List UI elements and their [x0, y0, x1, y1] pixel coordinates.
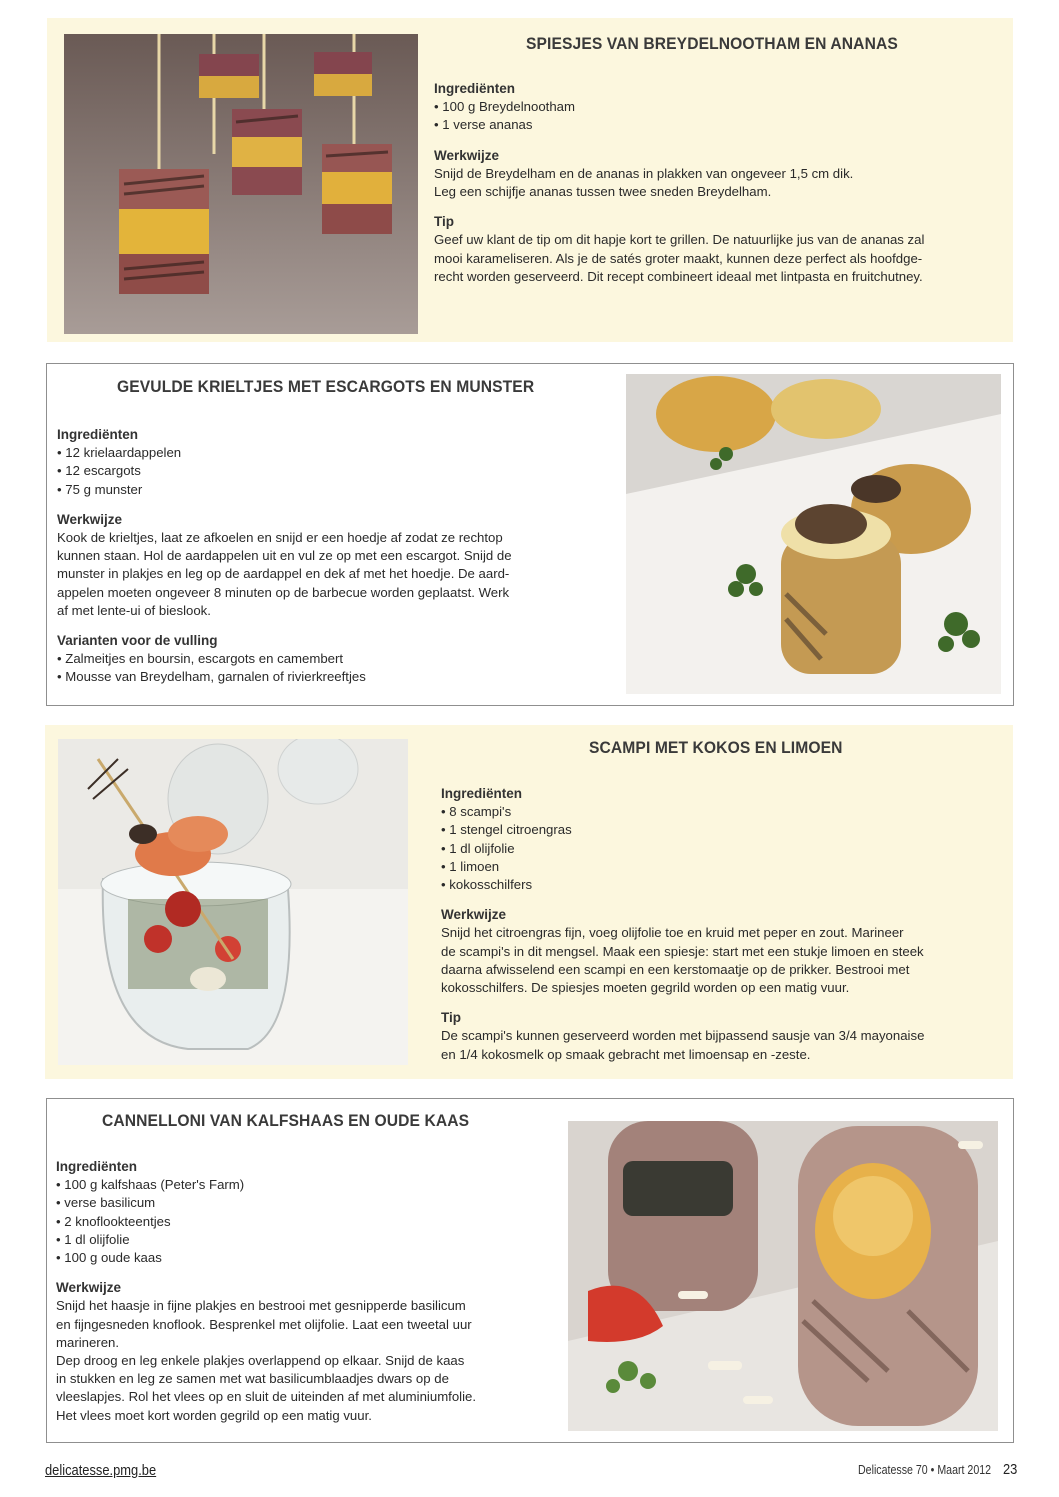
recipe-body [57, 426, 617, 687]
method-heading: Werkwijze [441, 907, 507, 923]
stuffed-potatoes-photo [626, 374, 1001, 694]
variant-item: • Mousse van Breydelham, garnalen of rivierkreeftjes [57, 668, 617, 686]
scampi-skewer-glass-photo [58, 739, 408, 1065]
recipe-body [434, 80, 1004, 286]
website-link[interactable]: delicatesse.pmg.be [45, 1462, 157, 1479]
tip-line: en 1/4 kokosmelk op smaak gebracht met limoensap en -zeste. [441, 1046, 811, 1062]
method-heading: Werkwijze [57, 511, 123, 527]
ingredients-heading: Ingrediënten [434, 81, 516, 96]
page-number: 23 [1003, 1461, 1018, 1478]
recipe-body [56, 1158, 556, 1425]
ingredient-item: • 100 g oude kaas [56, 1249, 556, 1267]
method-heading: Werkwijze [56, 1280, 122, 1296]
ingredient-item: • 1 dl olijfolie [441, 840, 1006, 858]
method-line: Snijd het citroengras fijn, voeg olijfolie toe en kruid met peper en zout. Marineer [441, 925, 904, 941]
tip-heading: Tip [434, 214, 454, 230]
method-line: Snijd het haasje in fijne plakjes en bestrooi met gesnipperde basilicum [56, 1298, 466, 1314]
tip-line: De scampi's kunnen geserveerd worden met bijpassend sausje van 3/4 mayonaise [441, 1028, 925, 1044]
method-line: daarna afwisselend een scampi en een kerstomaatje op de prikker. Bestrooi met [441, 961, 910, 977]
ingredient-item: • 12 escargots [57, 462, 617, 480]
method-line: marineren. [56, 1334, 120, 1350]
tip-line: Geef uw klant de tip om dit hapje kort te grillen. De natuurlijke jus van de ananas zal [434, 232, 925, 248]
ingredient-item: • 12 krielaardappelen [57, 444, 617, 462]
ingredient-item: • 1 limoen [441, 858, 1006, 876]
method-line: vleeslapjes. Rol het vlees op en sluit de uiteinden af met aluminiumfolie. [56, 1389, 477, 1405]
ingredient-item: • 8 scampi's [441, 803, 1006, 821]
ingredient-item: • 1 stengel citroengras [441, 821, 1006, 839]
recipe-panel-scampi [45, 725, 1013, 1079]
ingredients-list [441, 803, 1006, 894]
variants-heading: Varianten voor de vulling [57, 633, 218, 649]
ingredients-heading: Ingrediënten [57, 427, 139, 442]
ingredients-heading: Ingrediënten [56, 1159, 138, 1174]
ham-pineapple-skewers-photo [64, 34, 418, 334]
recipe-panel-krieltjes [46, 363, 1014, 706]
ingredient-item: • 100 g kalfshaas (Peter's Farm) [56, 1176, 556, 1194]
method-line: Kook de krieltjes, laat ze afkoelen en snijd er een hoedje af zodat ze rechtop [57, 530, 503, 546]
variants-list [57, 650, 617, 686]
recipe-panel-skewers [47, 18, 1013, 342]
method-line: de scampi's in dit mengsel. Maak een spiesje: start met een stukje limoen en steek [441, 943, 924, 959]
ingredients-list [56, 1176, 556, 1267]
ingredient-item: • 2 knoflookteentjes [56, 1213, 556, 1231]
method-heading: Werkwijze [434, 147, 500, 163]
recipe-title: CANNELLONI VAN KALFSHAAS EN OUDE KAAS [102, 1111, 470, 1130]
tip-heading: Tip [441, 1010, 461, 1026]
method-line: kokosschilfers. De spiesjes moeten gegrild worden op een matig vuur. [441, 980, 850, 996]
method-line: munster in plakjes en leg op de aardappel en dek af met het hoedje. De aard- [57, 566, 510, 582]
method-line: en fijngesneden knoflook. Besprenkel met olijfolie. Laat een tweetal uur [56, 1316, 472, 1332]
ingredient-item: • 1 dl olijfolie [56, 1231, 556, 1249]
ingredient-item: • 1 verse ananas [434, 116, 1004, 134]
method-line: appelen moeten ongeveer 8 minuten op de barbecue worden geplaatst. Werk [57, 584, 510, 600]
tip-line: mooi karameliseren. Als je de satés groter maakt, kunnen deze perfect als hoofdge- [434, 250, 923, 266]
recipe-panel-cannelloni [46, 1098, 1014, 1443]
recipe-title: SCAMPI MET KOKOS EN LIMOEN [589, 738, 843, 757]
ingredient-item: • verse basilicum [56, 1194, 556, 1212]
veal-cannelloni-photo [568, 1121, 998, 1431]
variant-item: • Zalmeitjes en boursin, escargots en camembert [57, 650, 617, 668]
recipe-body [441, 785, 1006, 1064]
ingredients-heading: Ingrediënten [441, 786, 523, 801]
method-line: Leg een schijfje ananas tussen twee sneden Breydelham. [434, 184, 772, 200]
magazine-issue: Delicatesse 70 • Maart 2012 [858, 1463, 992, 1477]
ingredient-item: • 100 g Breydelnootham [434, 98, 1004, 116]
recipe-title: SPIESJES VAN BREYDELNOOTHAM EN ANANAS [526, 34, 898, 53]
ingredients-list [57, 444, 617, 499]
method-line: Dep droog en leg enkele plakjes overlappend op elkaar. Snijd de kaas [56, 1353, 465, 1369]
method-line: Het vlees moet kort worden gegrild op een matig vuur. [56, 1407, 372, 1423]
ingredients-list [434, 98, 1004, 134]
method-line: af met lente-ui of bieslook. [57, 602, 211, 618]
method-line: Snijd de Breydelham en de ananas in plakken van ongeveer 1,5 cm dik. [434, 165, 854, 181]
method-line: in stukken en leg ze samen met wat basilicumblaadjes dwars op de [56, 1371, 449, 1387]
method-line: kunnen staan. Hol de aardappelen uit en vul ze op met een escargot. Snijd de [57, 548, 512, 564]
ingredient-item: • 75 g munster [57, 481, 617, 499]
recipe-title: GEVULDE KRIELTJES MET ESCARGOTS EN MUNSTER [117, 377, 535, 396]
ingredient-item: • kokosschilfers [441, 876, 1006, 894]
tip-line: recht worden geserveerd. Dit recept combineert ideaal met lintpasta en fruitchutney. [434, 268, 923, 284]
